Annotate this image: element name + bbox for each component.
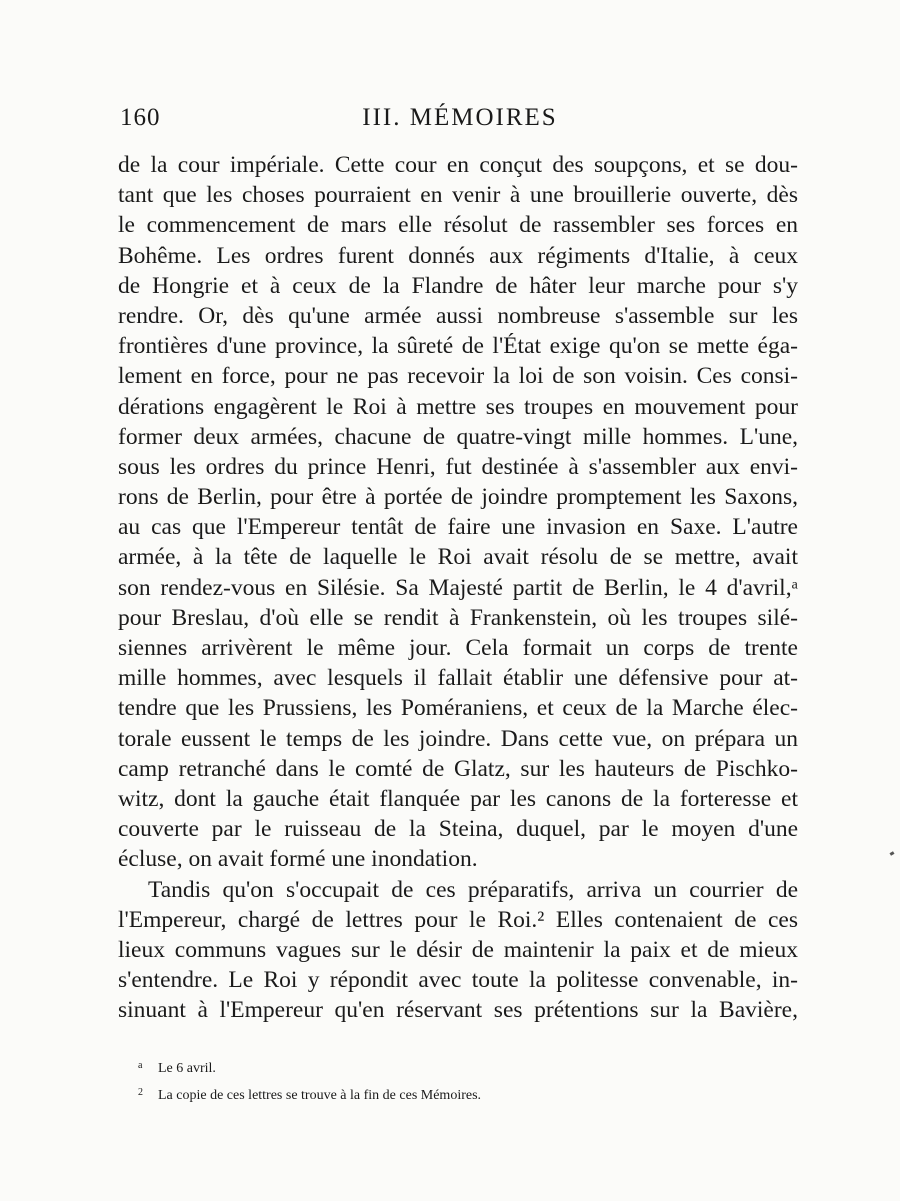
page-speck: [890, 851, 895, 856]
running-head: III. MÉMOIRES: [362, 104, 558, 131]
text-line: former deux armées, chacune de quatre-vingt mille hommes. L'une,: [118, 423, 798, 450]
text-line: dérations engagèrent le Roi à mettre ses troupes en mouvement pour: [118, 393, 798, 420]
text-line: lement en force, pour ne pas recevoir la loi de son voisin. Ces consi-: [118, 363, 798, 390]
text-line: tant que les choses pourraient en venir à une brouillerie ouverte, dès: [118, 182, 798, 209]
footnote: [138, 1054, 798, 1081]
text-line: tendre que les Prussiens, les Poméraniens, et ceux de la Marche élec-: [118, 695, 798, 722]
text-line: rons de Berlin, pour être à portée de joindre promptement les Saxons,: [118, 484, 798, 511]
text-line: le commencement de mars elle résolut de rassembler ses forces en: [118, 212, 798, 239]
text-line: Tandis qu'on s'occupait de ces préparatifs, arriva un courrier de: [148, 876, 798, 903]
text-line: sinuant à l'Empereur qu'en réservant ses prétentions sur la Bavière,: [118, 997, 798, 1024]
body-text: [118, 150, 798, 1025]
text-line: armée, à la tête de laquelle le Roi avait résolu de se mettre, avait: [118, 544, 798, 571]
footnote-text: La copie de ces lettres se trouve à la fin de ces Mémoires.: [158, 1088, 482, 1103]
text-line: de Hongrie et à ceux de la Flandre de hâter leur marche pour s'y: [118, 272, 798, 299]
footnote-text: Le 6 avril.: [158, 1061, 216, 1076]
footnotes: [138, 1054, 798, 1108]
text-line: witz, dont la gauche était flanquée par les canons de la forteresse et: [118, 785, 798, 812]
text-line: écluse, on avait formé une inondation.: [118, 846, 478, 873]
text-line: lieux communs vagues sur le désir de maintenir la paix et de mieux: [118, 936, 798, 963]
page-number: 160: [120, 104, 161, 131]
footnote: [138, 1081, 798, 1108]
text-line: l'Empereur, chargé de lettres pour le Roi.² Elles contenaient de ces: [118, 906, 798, 933]
text-line: de la cour impériale. Cette cour en conçut des soupçons, et se dou-: [118, 152, 798, 178]
footnote-mark: a: [138, 1060, 143, 1071]
footnote-mark: 2: [138, 1087, 143, 1098]
text-line: Bohême. Les ordres furent donnés aux régiments d'Italie, à ceux: [118, 242, 798, 269]
text-line: siennes arrivèrent le même jour. Cela formait un corps de trente: [118, 635, 798, 661]
text-line: frontières d'une province, la sûreté de l'État exige qu'on se mette éga-: [118, 333, 798, 360]
text-line: son rendez-vous en Silésie. Sa Majesté partit de Berlin, le 4 d'avril,ᵃ: [118, 574, 798, 601]
text-line: torale eussent le temps de les joindre. Dans cette vue, on prépara un: [118, 725, 798, 752]
text-line: mille hommes, avec lesquels il fallait établir une défensive pour at-: [118, 665, 798, 692]
text-line: au cas que l'Empereur tentât de faire une invasion en Saxe. L'autre: [118, 514, 798, 541]
text-line: couverte par le ruisseau de la Steina, duquel, par le moyen d'une: [118, 816, 798, 843]
text-line: pour Breslau, d'où elle se rendit à Frankenstein, où les troupes silé-: [118, 604, 798, 631]
text-line: camp retranché dans le comté de Glatz, sur les hauteurs de Pischko-: [118, 755, 798, 782]
text-line: sous les ordres du prince Henri, fut destinée à s'assembler aux envi-: [118, 453, 798, 480]
text-line: s'entendre. Le Roi y répondit avec toute la politesse convenable, in-: [118, 967, 798, 994]
page-header: [120, 104, 800, 138]
text-line: rendre. Or, dès qu'une armée aussi nombreuse s'assemble sur les: [118, 302, 798, 329]
